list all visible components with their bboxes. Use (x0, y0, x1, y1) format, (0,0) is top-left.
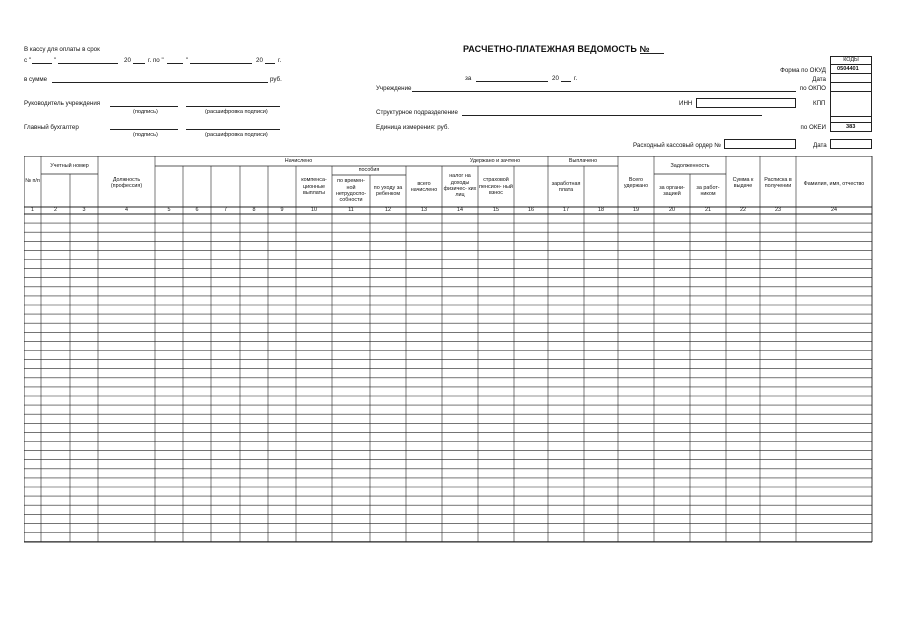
codes-divider (830, 82, 872, 83)
codes-divider (830, 91, 872, 92)
head-signature-field[interactable] (110, 106, 178, 107)
institution-label: Учреждение (376, 85, 412, 92)
col-header-total-withheld: Всего удержано (623, 176, 649, 189)
column-number: 24 (831, 207, 837, 214)
column-number: 6 (195, 207, 199, 214)
kpp-label: КПП (813, 100, 826, 107)
cash-order-field[interactable] (724, 139, 796, 149)
column-number: 10 (311, 207, 317, 214)
cash-desk-label: В кассу для оплаты в срок (24, 46, 100, 53)
column-number: 18 (598, 207, 604, 214)
year-prefix-2: 20 (256, 57, 263, 64)
col-header-sum-issue: Сумма к выдаче (732, 176, 754, 189)
col-header-ndfl: налог на доходы физичес- ких лиц (443, 173, 477, 199)
col-header-debt-org: за органи- зацией (659, 184, 685, 197)
column-number: 7 (224, 207, 227, 214)
column-number: 23 (775, 207, 781, 214)
quote-mark: " (54, 57, 57, 64)
codes-divider (830, 116, 872, 117)
column-number: 19 (633, 207, 639, 214)
to-year-field[interactable] (265, 63, 275, 64)
to-day-field[interactable] (167, 63, 183, 64)
period-year-prefix: 20 (552, 75, 559, 82)
okei-label: по ОКЕИ (800, 124, 826, 131)
payroll-table-grid (24, 156, 874, 546)
column-number: 16 (528, 207, 534, 214)
to-month-field[interactable] (190, 63, 252, 64)
inn-field[interactable] (696, 98, 796, 108)
unit-label: Единица измерения: руб. (376, 124, 450, 131)
col-header-num: № п/п (25, 177, 40, 184)
column-number: 12 (385, 207, 391, 214)
column-number: 8 (252, 207, 256, 214)
period-year-field[interactable] (561, 81, 571, 82)
period-from-label: с " (24, 57, 32, 64)
column-number: 2 (54, 207, 57, 214)
period-to-label: г. по " (148, 57, 164, 64)
from-year-field[interactable] (133, 63, 145, 64)
period-za-label: за (465, 75, 472, 82)
okei-code: 383 (846, 124, 856, 130)
column-number: 14 (457, 207, 463, 214)
col-header-withheld: Удержано и зачтено (469, 157, 521, 164)
year-prefix-1: 20 (124, 57, 131, 64)
year-suffix: г. (278, 57, 282, 64)
col-header-debt-emp: за работ- ником (696, 184, 720, 197)
okpo-label: по ОКПО (799, 85, 826, 92)
col-header-paid: Выплачено (568, 157, 598, 164)
from-day-field[interactable] (32, 63, 52, 64)
from-month-field[interactable] (58, 63, 118, 64)
col-header-accrued: Начислено (284, 157, 313, 164)
subdivision-label: Структурное подразделение (376, 109, 458, 116)
column-number: 11 (348, 207, 354, 214)
head-decode-field[interactable] (186, 106, 280, 107)
column-number: 22 (740, 207, 746, 214)
cash-order-label: Расходный кассовый ордер № (633, 142, 721, 149)
column-number: 1 (31, 207, 34, 214)
col-header-pension: страховой пенсион- ный взнос (479, 177, 513, 197)
page-title: РАСЧЕТНО-ПЛАТЕЖНАЯ ВЕДОМОСТЬ № (463, 44, 650, 54)
col-header-compensation: компенса- ционные выплаты (301, 177, 327, 197)
column-number: 3 (82, 207, 86, 214)
codes-divider (830, 73, 872, 74)
col-header-fio: Фамилия, имя, отчество (803, 180, 865, 187)
col-header-salary: заработная плата (551, 180, 581, 193)
codes-divider (830, 122, 872, 123)
column-number: 15 (493, 207, 499, 214)
col-header-childcare: по уходу за ребенком (373, 184, 403, 197)
sign-caption: (подпись) (133, 109, 158, 115)
decode-caption-2: (расшифровка подписи) (205, 132, 268, 138)
sign-caption-2: (подпись) (133, 132, 158, 138)
statement-number-field[interactable] (640, 53, 664, 54)
quote-mark-2: " (186, 57, 189, 64)
cash-order-date-label: Дата (813, 142, 827, 149)
col-header-debt: Задолженность (670, 162, 710, 169)
column-number: 5 (167, 207, 171, 214)
date-label: Дата (812, 76, 826, 83)
okud-code: 0504401 (837, 66, 859, 72)
codes-header: КОДЫ (843, 57, 859, 64)
institution-field[interactable] (412, 91, 796, 92)
sum-field[interactable] (52, 82, 268, 83)
col-header-sick: по времен- ной нетрудоспо- собности (335, 178, 367, 204)
okud-label: Форма по ОКУД (780, 67, 826, 74)
column-number: 9 (280, 207, 284, 214)
col-header-position: Должность (профессия) (110, 176, 143, 189)
col-header-account: Учетный номер (50, 162, 89, 169)
col-header-total-accrued: всего начислено (410, 180, 438, 193)
cash-order-date-field[interactable] (830, 139, 872, 149)
column-number: 21 (705, 207, 711, 214)
col-header-benefits: пособия (358, 167, 380, 174)
chief-signature-field[interactable] (110, 129, 178, 130)
column-number: 13 (421, 207, 427, 214)
period-month-field[interactable] (476, 81, 548, 82)
sum-label: в сумме (24, 76, 48, 83)
column-number: 4 (125, 207, 128, 214)
chief-decode-field[interactable] (186, 129, 280, 130)
subdivision-field[interactable] (462, 115, 762, 116)
inn-label: ИНН (679, 100, 693, 107)
column-number: 17 (563, 207, 569, 214)
period-year-suffix: г. (574, 75, 578, 82)
rub-label: руб. (270, 76, 282, 83)
decode-caption: (расшифровка подписи) (205, 109, 268, 115)
column-number: 20 (669, 207, 675, 214)
head-label: Руководитель учреждения (24, 100, 101, 107)
col-header-receipt: Расписка в получении (764, 176, 792, 189)
chief-accountant-label: Главный бухгалтер (24, 124, 79, 131)
